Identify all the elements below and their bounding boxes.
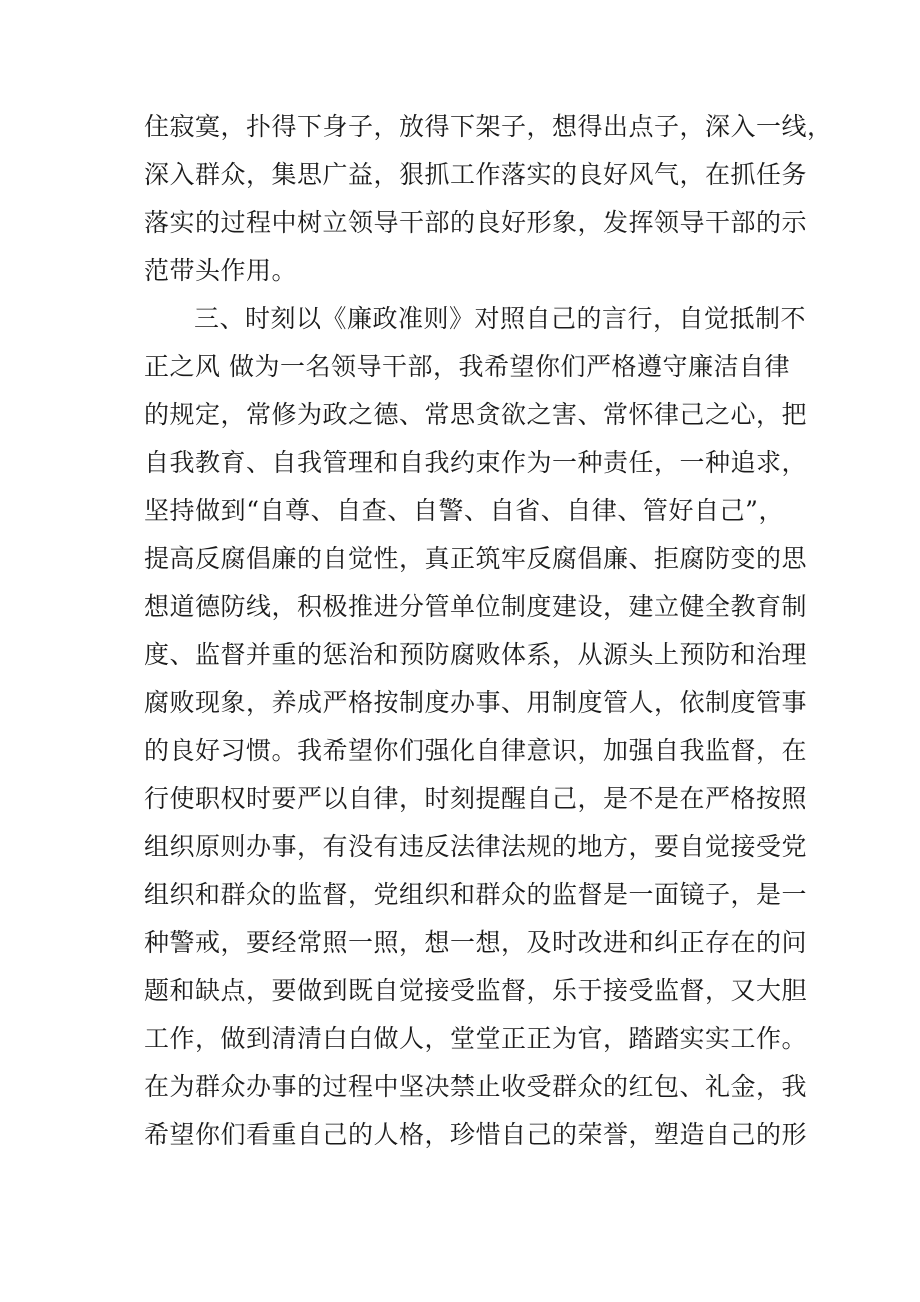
text-line: 深入群众，集思广益，狠抓工作落实的良好风气，在抓任务 xyxy=(144,160,808,189)
text-line: 腐败现象，养成严格按制度办事、用制度管人，依制度管事 xyxy=(144,688,808,717)
text-line: 组织和群众的监督，党组织和群众的监督是一面镜子，是一 xyxy=(144,880,808,909)
text-line: 提高反腐倡廉的自觉性，真正筑牢反腐倡廉、拒腐防变的思 xyxy=(144,544,808,573)
text-line: 工作，做到清清白白做人，堂堂正正为官，踏踏实实工作。 xyxy=(144,1024,808,1053)
text-line: 想道德防线，积极推进分管单位制度建设，建立健全教育制 xyxy=(144,592,808,621)
text-line: 住寂寞，扑得下身子，放得下架子，想得出点子，深入一线， xyxy=(144,112,833,141)
text-line: 度、监督并重的惩治和预防腐败体系，从源头上预防和治理 xyxy=(144,640,808,669)
text-line: 自我教育、自我管理和自我约束作为一种责任，一种追求， xyxy=(144,448,808,477)
text-line: 坚持做到“自尊、自查、自警、自省、自律、管好自己”， xyxy=(144,496,784,525)
text-line: 种警戒，要经常照一照，想一想，及时改进和纠正存在的问 xyxy=(144,928,808,957)
paragraph-end-line: 范带头作用。 xyxy=(144,256,298,285)
text-line: 的规定，常修为政之德、常思贪欲之害、常怀律己之心，把 xyxy=(144,400,808,429)
text-line: 在为群众办事的过程中坚决禁止收受群众的红包、礼金，我 xyxy=(144,1072,808,1101)
text-line: 的良好习惯。我希望你们强化自律意识，加强自我监督，在 xyxy=(144,736,808,765)
text-line: 正之风 做为一名领导干部，我希望你们严格遵守廉洁自律 xyxy=(144,352,790,381)
text-line: 行使职权时要严以自律，时刻提醒自己，是不是在严格按照 xyxy=(144,784,808,813)
section-three-heading-line: 三、时刻以《廉政准则》对照自己的言行，自觉抵制不 xyxy=(194,304,807,333)
document-body xyxy=(144,103,833,1159)
text-line: 题和缺点，要做到既自觉接受监督，乐于接受监督，又大胆 xyxy=(144,976,808,1005)
text-line: 落实的过程中树立领导干部的良好形象，发挥领导干部的示 xyxy=(144,208,808,237)
text-line: 组织原则办事，有没有违反法律法规的地方，要自觉接受党 xyxy=(144,832,808,861)
text-line: 希望你们看重自己的人格，珍惜自己的荣誉，塑造自己的形 xyxy=(144,1120,808,1149)
